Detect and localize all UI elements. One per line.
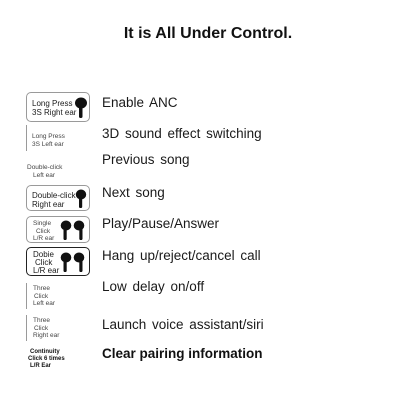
action-label: Clear pairing information <box>102 346 263 361</box>
badge-line: 3S Right ear <box>32 107 77 117</box>
badge-line: Right ear <box>33 332 60 339</box>
badge-line: Click <box>34 292 49 300</box>
gesture-badge-double-click-right <box>26 185 90 211</box>
action-label: Low delay on/off <box>102 279 205 294</box>
control-row-next-song <box>0 185 416 211</box>
action-label: Play/Pause/Answer <box>102 216 220 231</box>
badge-line: L/R ear <box>33 266 60 275</box>
gesture-badge-double-click-left <box>27 155 91 181</box>
badge-line: L/R Ear <box>30 363 52 369</box>
page-title: It is All Under Control. <box>123 25 293 42</box>
badge-line: Click <box>35 258 53 267</box>
badge-line: Three <box>33 317 50 324</box>
gesture-badge-long-press-right <box>26 92 90 122</box>
badge-line: Single <box>33 220 52 227</box>
badge-line: Click <box>34 324 49 332</box>
gesture-badge-long-press-left <box>26 125 90 151</box>
badge-line: Continuity <box>30 349 60 355</box>
badge-line: Left ear <box>33 300 56 307</box>
badge-line: L/R ear <box>33 235 55 242</box>
action-label: Enable ANC <box>102 95 178 110</box>
badge-line: Double-click <box>27 164 63 171</box>
action-label: 3D sound effect switching <box>102 126 262 141</box>
action-label: Launch voice assistant/siri <box>102 317 264 332</box>
badge-line: Left ear <box>33 171 56 179</box>
gesture-badge-triple-click-right <box>26 315 90 341</box>
badge-line: Right ear <box>32 199 65 209</box>
gesture-badge-continuity-click <box>28 347 92 373</box>
action-label: Previous song <box>102 152 190 167</box>
badge-line: Three <box>33 285 50 292</box>
earbud-icon <box>74 97 88 119</box>
control-row-voice-assistant <box>0 315 416 341</box>
badge-line: Click 6 times <box>28 356 65 362</box>
gesture-badge-double-click-both <box>26 247 90 276</box>
action-label: Hang up/reject/cancel call <box>102 248 261 263</box>
control-row-previous-song <box>0 152 416 181</box>
control-row-clear-pairing <box>0 347 416 373</box>
badge-line: Click <box>36 227 51 235</box>
badge-line: Long Press <box>32 99 73 108</box>
badge-line: Double-click <box>32 191 76 200</box>
badge-line: Long Press <box>32 133 65 140</box>
action-label: Next song <box>102 185 165 200</box>
control-row-enable-anc <box>0 92 416 122</box>
earbuds-pair-icon <box>60 220 86 241</box>
badge-line: 3S Left ear <box>32 140 64 148</box>
control-row-low-delay <box>0 279 416 309</box>
gesture-badge-triple-click-left <box>26 283 90 309</box>
earbud-icon <box>75 189 87 209</box>
earbuds-pair-icon <box>60 252 86 273</box>
control-row-play-pause <box>0 216 416 243</box>
control-row-3d-sound <box>0 125 416 151</box>
gesture-badge-single-click <box>26 216 90 243</box>
badge-line: Dobie <box>33 250 54 259</box>
control-row-hang-up <box>0 247 416 276</box>
